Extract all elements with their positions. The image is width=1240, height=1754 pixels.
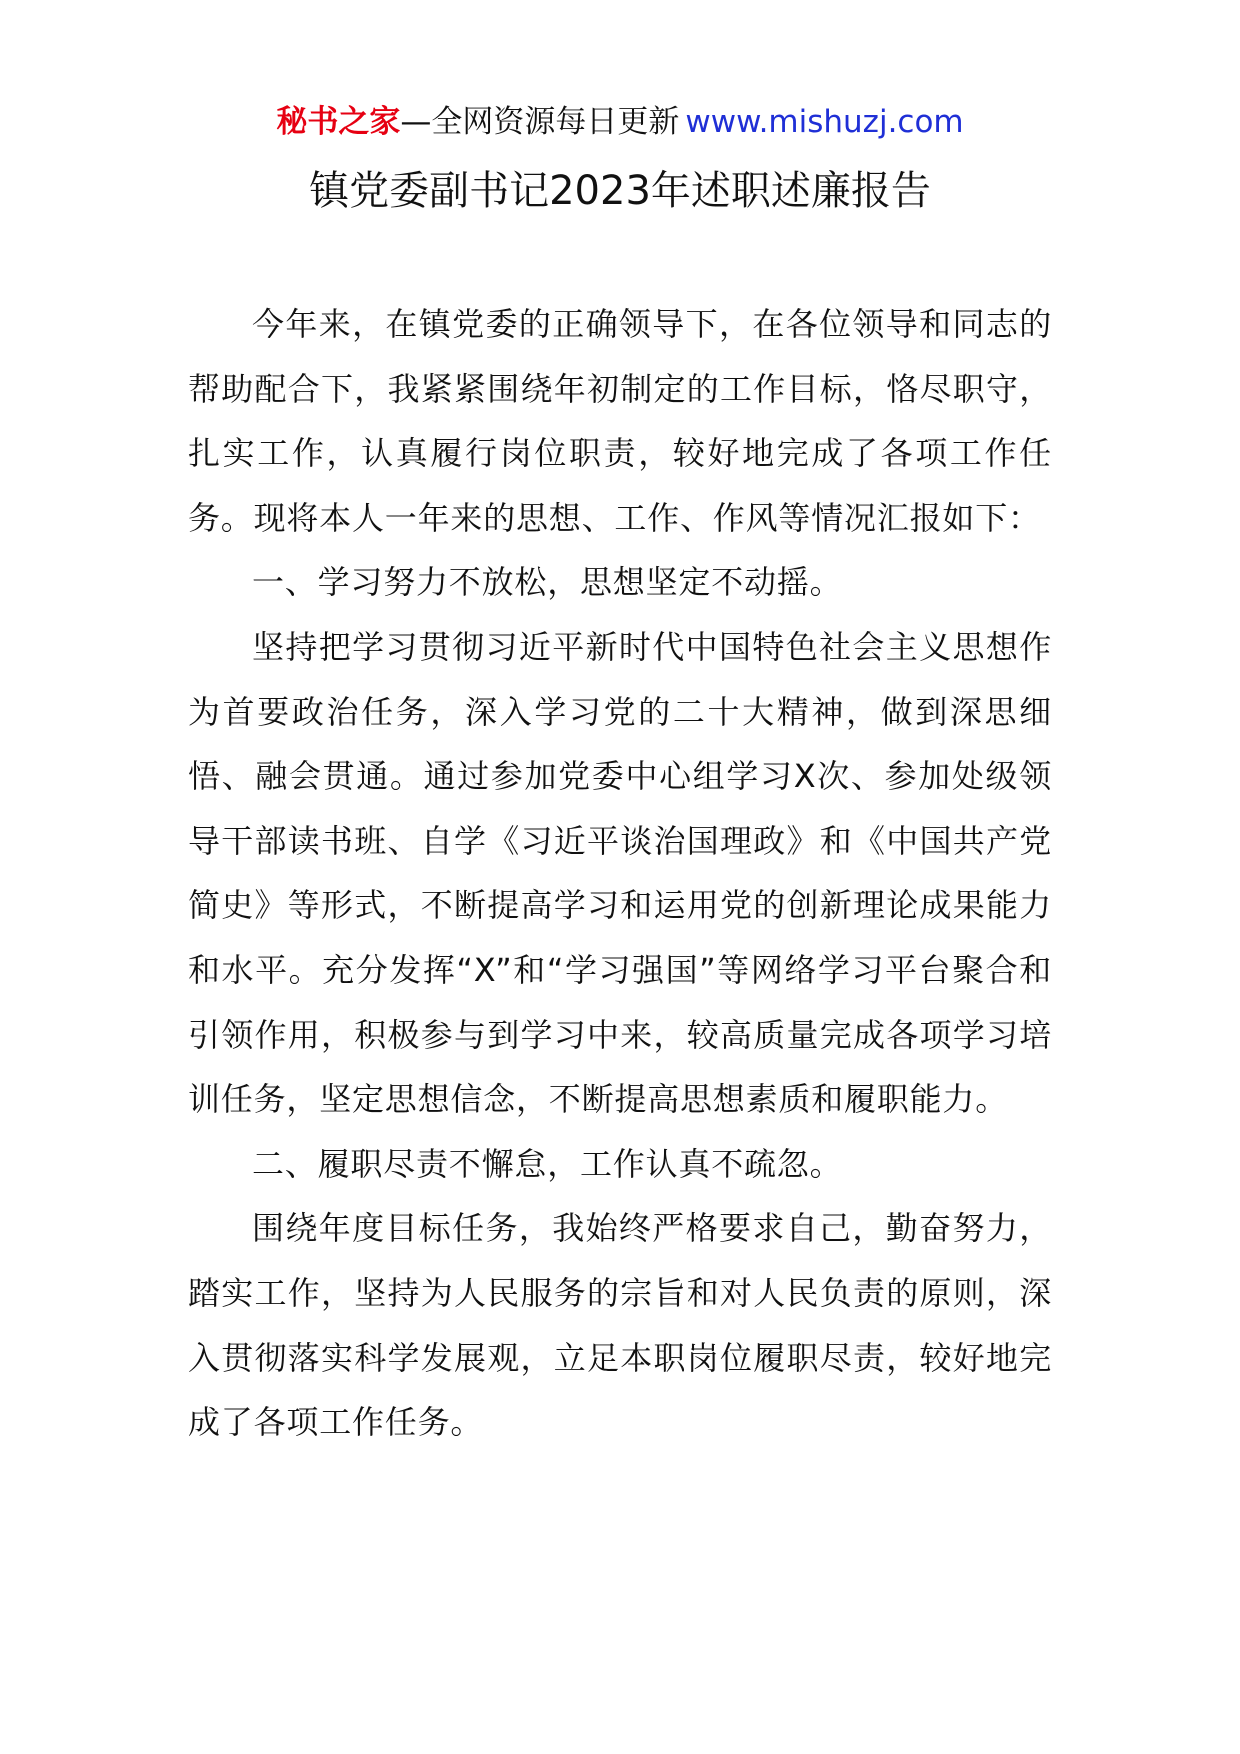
section-paragraph-1: 坚持把学习贯彻习近平新时代中国特色社会主义思想作为首要政治任务，深入学习党的二十大精神，做到深思细悟、融会贯通。通过参加党委中心组学习X次、参加处级领导干部读书班、自学《习近平谈治国理政》和《中国共产党简史》等形式，不断提高学习和运用党的创新理论成果能力和水平。充分发挥“X”和“学习强国”等网络学习平台聚合和引领作用，积极参与到学习中来，较高质量完成各项学习培训任务，坚定思想信念，不断提高思想素质和履职能力。 [188,627,1052,1119]
brand-name: 秘书之家 [276,104,401,140]
section-paragraph-2: 围绕年度目标任务，我始终严格要求自己，勤奋努力，踏实工作，坚持为人民服务的宗旨和对人民负责的原则，深入贯彻落实科学发展观，立足本职岗位履职尽责，较好地完成了各项工作任务。 [188,1209,1052,1442]
site-header [0,100,1240,144]
document-title: 镇党委副书记2023年述职述廉报告 [309,168,931,214]
section-heading-2: 二、履职尽责不懈怠，工作认真不疏忽。 [252,1144,843,1183]
document-body [188,292,1052,1455]
section-heading-1: 一、学习努力不放松，思想坚定不动摇。 [252,563,843,602]
site-url-link[interactable]: www.mishuzj.com [685,104,964,140]
header-slogan: —全网资源每日更新 [400,104,680,140]
intro-paragraph: 今年来，在镇党委的正确领导下，在各位领导和同志的帮助配合下，我紧紧围绕年初制定的工作目标，恪尽职守，扎实工作，认真履行岗位职责，较好地完成了各项工作任务。现将本人一年来的思想、工作、作风等情况汇报如下： [188,305,1052,537]
